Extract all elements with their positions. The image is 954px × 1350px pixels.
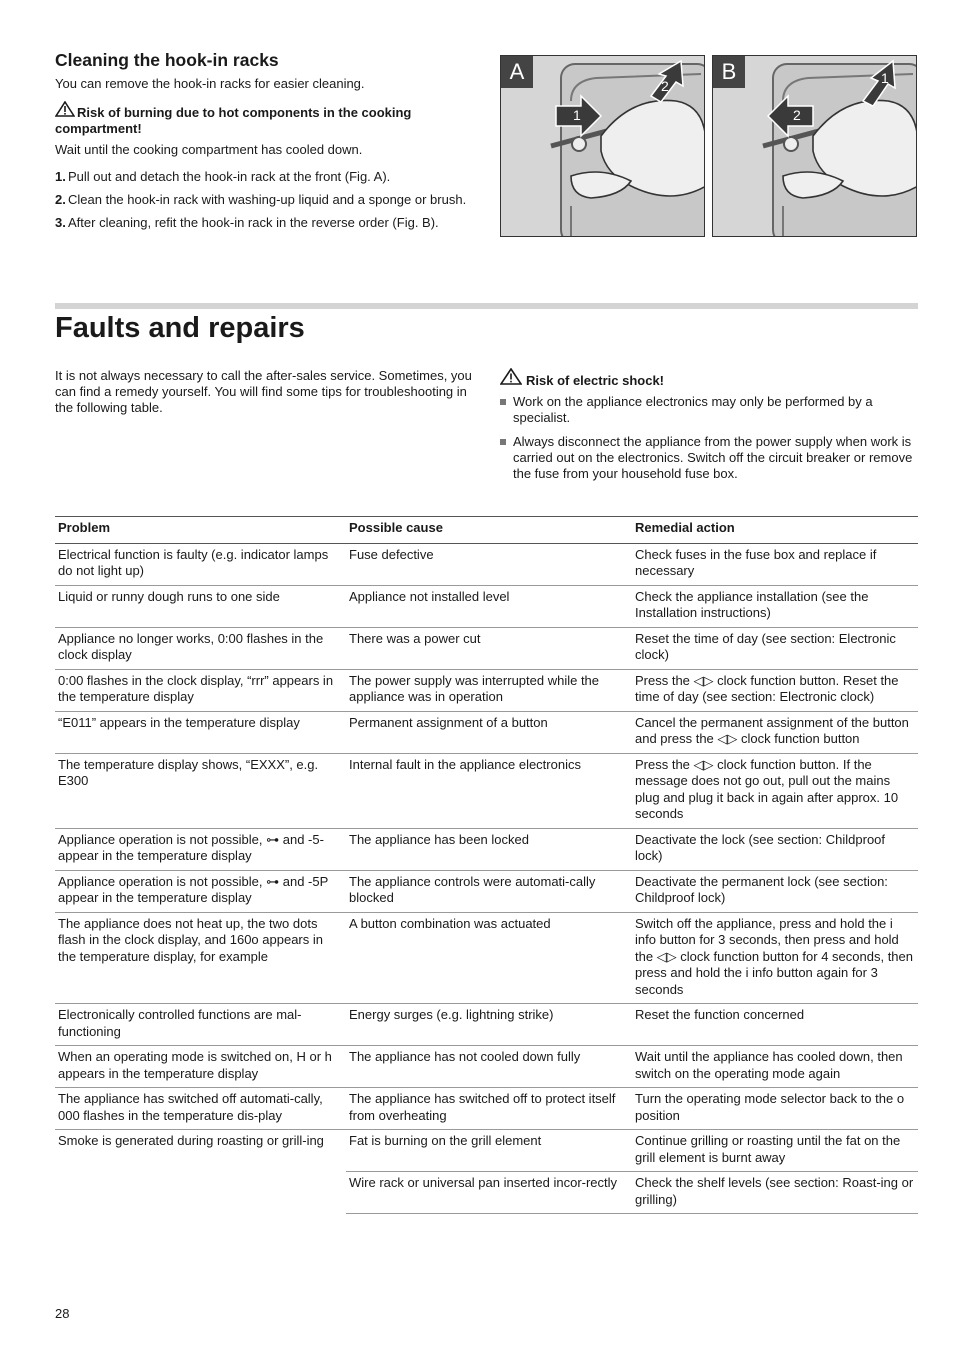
figure-b <box>712 55 917 237</box>
action-cell: Wait until the appliance has cooled down, then switch on the operating mode again <box>632 1046 918 1088</box>
table-row <box>55 1088 918 1130</box>
faults-table <box>55 516 918 1214</box>
table-row <box>55 870 918 912</box>
table-row <box>55 627 918 669</box>
bullet-text: Always disconnect the appliance from the power supply when work is carried out on the electronics. Switch off the circuit breaker or remove the fuse from your household fuse box. <box>513 434 913 481</box>
table-header-row <box>55 517 918 544</box>
shock-warning-text: Risk of electric shock! <box>526 373 664 388</box>
bullet-square-icon <box>500 399 506 405</box>
problem-cell: The temperature display shows, “EXXX”, e.g. E300 <box>55 753 346 828</box>
action-cell: Continue grilling or roasting until the fat on the grill element is burnt away <box>632 1130 918 1172</box>
cause-cell: Internal fault in the appliance electronics <box>346 753 632 828</box>
cause-cell: The appliance has switched off to protect itself from overheating <box>346 1088 632 1130</box>
burn-warning-body: Wait until the cooking compartment has cooled down. <box>55 142 363 157</box>
header-problem: Problem <box>55 517 346 544</box>
problem-cell: The appliance has switched off automati-cally, 000 flashes in the temperature dis-play <box>55 1088 346 1130</box>
faults-intro: It is not always necessary to call the after-sales service. Sometimes, you can find a remedy yourself. You will find some tips for troubleshooting in the following table. <box>55 368 472 415</box>
table-row <box>55 669 918 711</box>
cause-cell: Permanent assignment of a button <box>346 711 632 753</box>
action-cell: Cancel the permanent assignment of the button and press the ◁▷ clock function button <box>632 711 918 753</box>
figure-a <box>500 55 705 237</box>
problem-cell: The appliance does not heat up, the two dots flash in the clock display, and 160o appears in the temperature display, for example <box>55 912 346 1004</box>
problem-cell: Appliance no longer works, 0:00 flashes in the clock display <box>55 627 346 669</box>
table-row <box>55 543 918 585</box>
action-cell: Press the ◁▷ clock function button. If the message does not go out, pull out the mains plug and plug it back in again after approx. 10 seconds <box>632 753 918 828</box>
cause-cell: A button combination was actuated <box>346 912 632 1004</box>
cause-cell: The appliance controls were automati-cally blocked <box>346 870 632 912</box>
action-cell: Deactivate the lock (see section: Childproof lock) <box>632 828 918 870</box>
shock-warning-title <box>500 368 664 389</box>
table-row <box>55 585 918 627</box>
action-cell: Check fuses in the fuse box and replace if necessary <box>632 543 918 585</box>
table-row <box>55 1130 918 1172</box>
figure-letter: A <box>501 56 533 88</box>
step-text: Clean the hook-in rack with washing-up liquid and a sponge or brush. <box>68 192 467 207</box>
shock-bullets <box>500 394 918 490</box>
step-number: 2. <box>55 192 66 207</box>
bullet-square-icon <box>500 439 506 445</box>
action-cell: Check the shelf levels (see section: Roast-ing or grilling) <box>632 1172 918 1214</box>
bullet-item <box>500 434 918 482</box>
warning-triangle-icon <box>55 101 77 121</box>
problem-cell: Smoke is generated during roasting or grill-ing <box>58 1133 324 1148</box>
burn-warning-text: Risk of burning due to hot components in the cooking compartment! <box>55 105 412 136</box>
problem-cell: “E011” appears in the temperature display <box>55 711 346 753</box>
cause-cell: There was a power cut <box>346 627 632 669</box>
section-divider <box>55 303 918 309</box>
problem-cell <box>55 1172 346 1214</box>
table-row <box>55 1004 918 1046</box>
action-cell: Reset the function concerned <box>632 1004 918 1046</box>
problem-cell: Appliance operation is not possible, ⊶ and -5P appear in the temperature display <box>55 870 346 912</box>
table-row <box>55 1172 918 1214</box>
page-number: 28 <box>55 1306 70 1321</box>
table-row <box>55 711 918 753</box>
problem-cell: Liquid or runny dough runs to one side <box>55 585 346 627</box>
action-cell: Switch off the appliance, press and hold the i info button for 3 seconds, then press and hold the ◁▷ clock function button for 4 seconds, then press and hold the i info button again for 3 seconds <box>632 912 918 1004</box>
cause-cell: Appliance not installed level <box>346 585 632 627</box>
step-item <box>55 215 475 231</box>
cause-cell: Fat is burning on the grill element <box>346 1130 632 1172</box>
hook-intro: You can remove the hook-in racks for easier cleaning. <box>55 76 365 91</box>
table-row <box>55 912 918 1004</box>
header-possible-cause: Possible cause <box>346 517 632 544</box>
step-text: After cleaning, refit the hook-in rack in the reverse order (Fig. B). <box>68 215 439 230</box>
arrow-label: 2 <box>661 78 669 94</box>
arrow-label: 2 <box>793 107 801 123</box>
arrow-label: 1 <box>881 70 889 86</box>
step-item <box>55 169 475 185</box>
action-cell: Reset the time of day (see section: Electronic clock) <box>632 627 918 669</box>
header-remedial-action: Remedial action <box>632 517 918 544</box>
cause-cell: Energy surges (e.g. lightning strike) <box>346 1004 632 1046</box>
burn-warning-title <box>55 101 475 137</box>
problem-cell: Electronically controlled functions are mal-functioning <box>55 1004 346 1046</box>
faults-title: Faults and repairs <box>55 312 305 344</box>
cause-cell: The appliance has not cooled down fully <box>346 1046 632 1088</box>
table-row <box>55 828 918 870</box>
action-cell: Deactivate the permanent lock (see section: Childproof lock) <box>632 870 918 912</box>
problem-cell: Appliance operation is not possible, ⊶ and -5- appear in the temperature display <box>55 828 346 870</box>
problem-cell: 0:00 flashes in the clock display, “rrr” appears in the temperature display <box>55 669 346 711</box>
cause-cell: Wire rack or universal pan inserted incor-rectly <box>346 1172 632 1214</box>
table-row <box>55 753 918 828</box>
cause-cell: The power supply was interrupted while the appliance was in operation <box>346 669 632 711</box>
step-text: Pull out and detach the hook-in rack at the front (Fig. A). <box>68 169 391 184</box>
figure-letter: B <box>713 56 745 88</box>
step-item <box>55 192 475 208</box>
problem-cell: When an operating mode is switched on, H or h appears in the temperature display <box>55 1046 346 1088</box>
section-title-hook-racks: Cleaning the hook-in racks <box>55 50 279 70</box>
step-number: 3. <box>55 215 66 230</box>
action-cell: Press the ◁▷ clock function button. Reset the time of day (see section: Electronic clock) <box>632 669 918 711</box>
arrow-label: 1 <box>573 107 581 123</box>
cause-cell: Fuse defective <box>346 543 632 585</box>
cleaning-steps <box>55 169 475 238</box>
bullet-item <box>500 394 918 426</box>
action-cell: Turn the operating mode selector back to the o position <box>632 1088 918 1130</box>
cause-cell: The appliance has been locked <box>346 828 632 870</box>
warning-triangle-icon <box>500 368 526 389</box>
step-number: 1. <box>55 169 66 184</box>
problem-cell: Electrical function is faulty (e.g. indicator lamps do not light up) <box>55 543 346 585</box>
table-row <box>55 1046 918 1088</box>
action-cell: Check the appliance installation (see the Installation instructions) <box>632 585 918 627</box>
bullet-text: Work on the appliance electronics may only be performed by a specialist. <box>513 394 873 425</box>
